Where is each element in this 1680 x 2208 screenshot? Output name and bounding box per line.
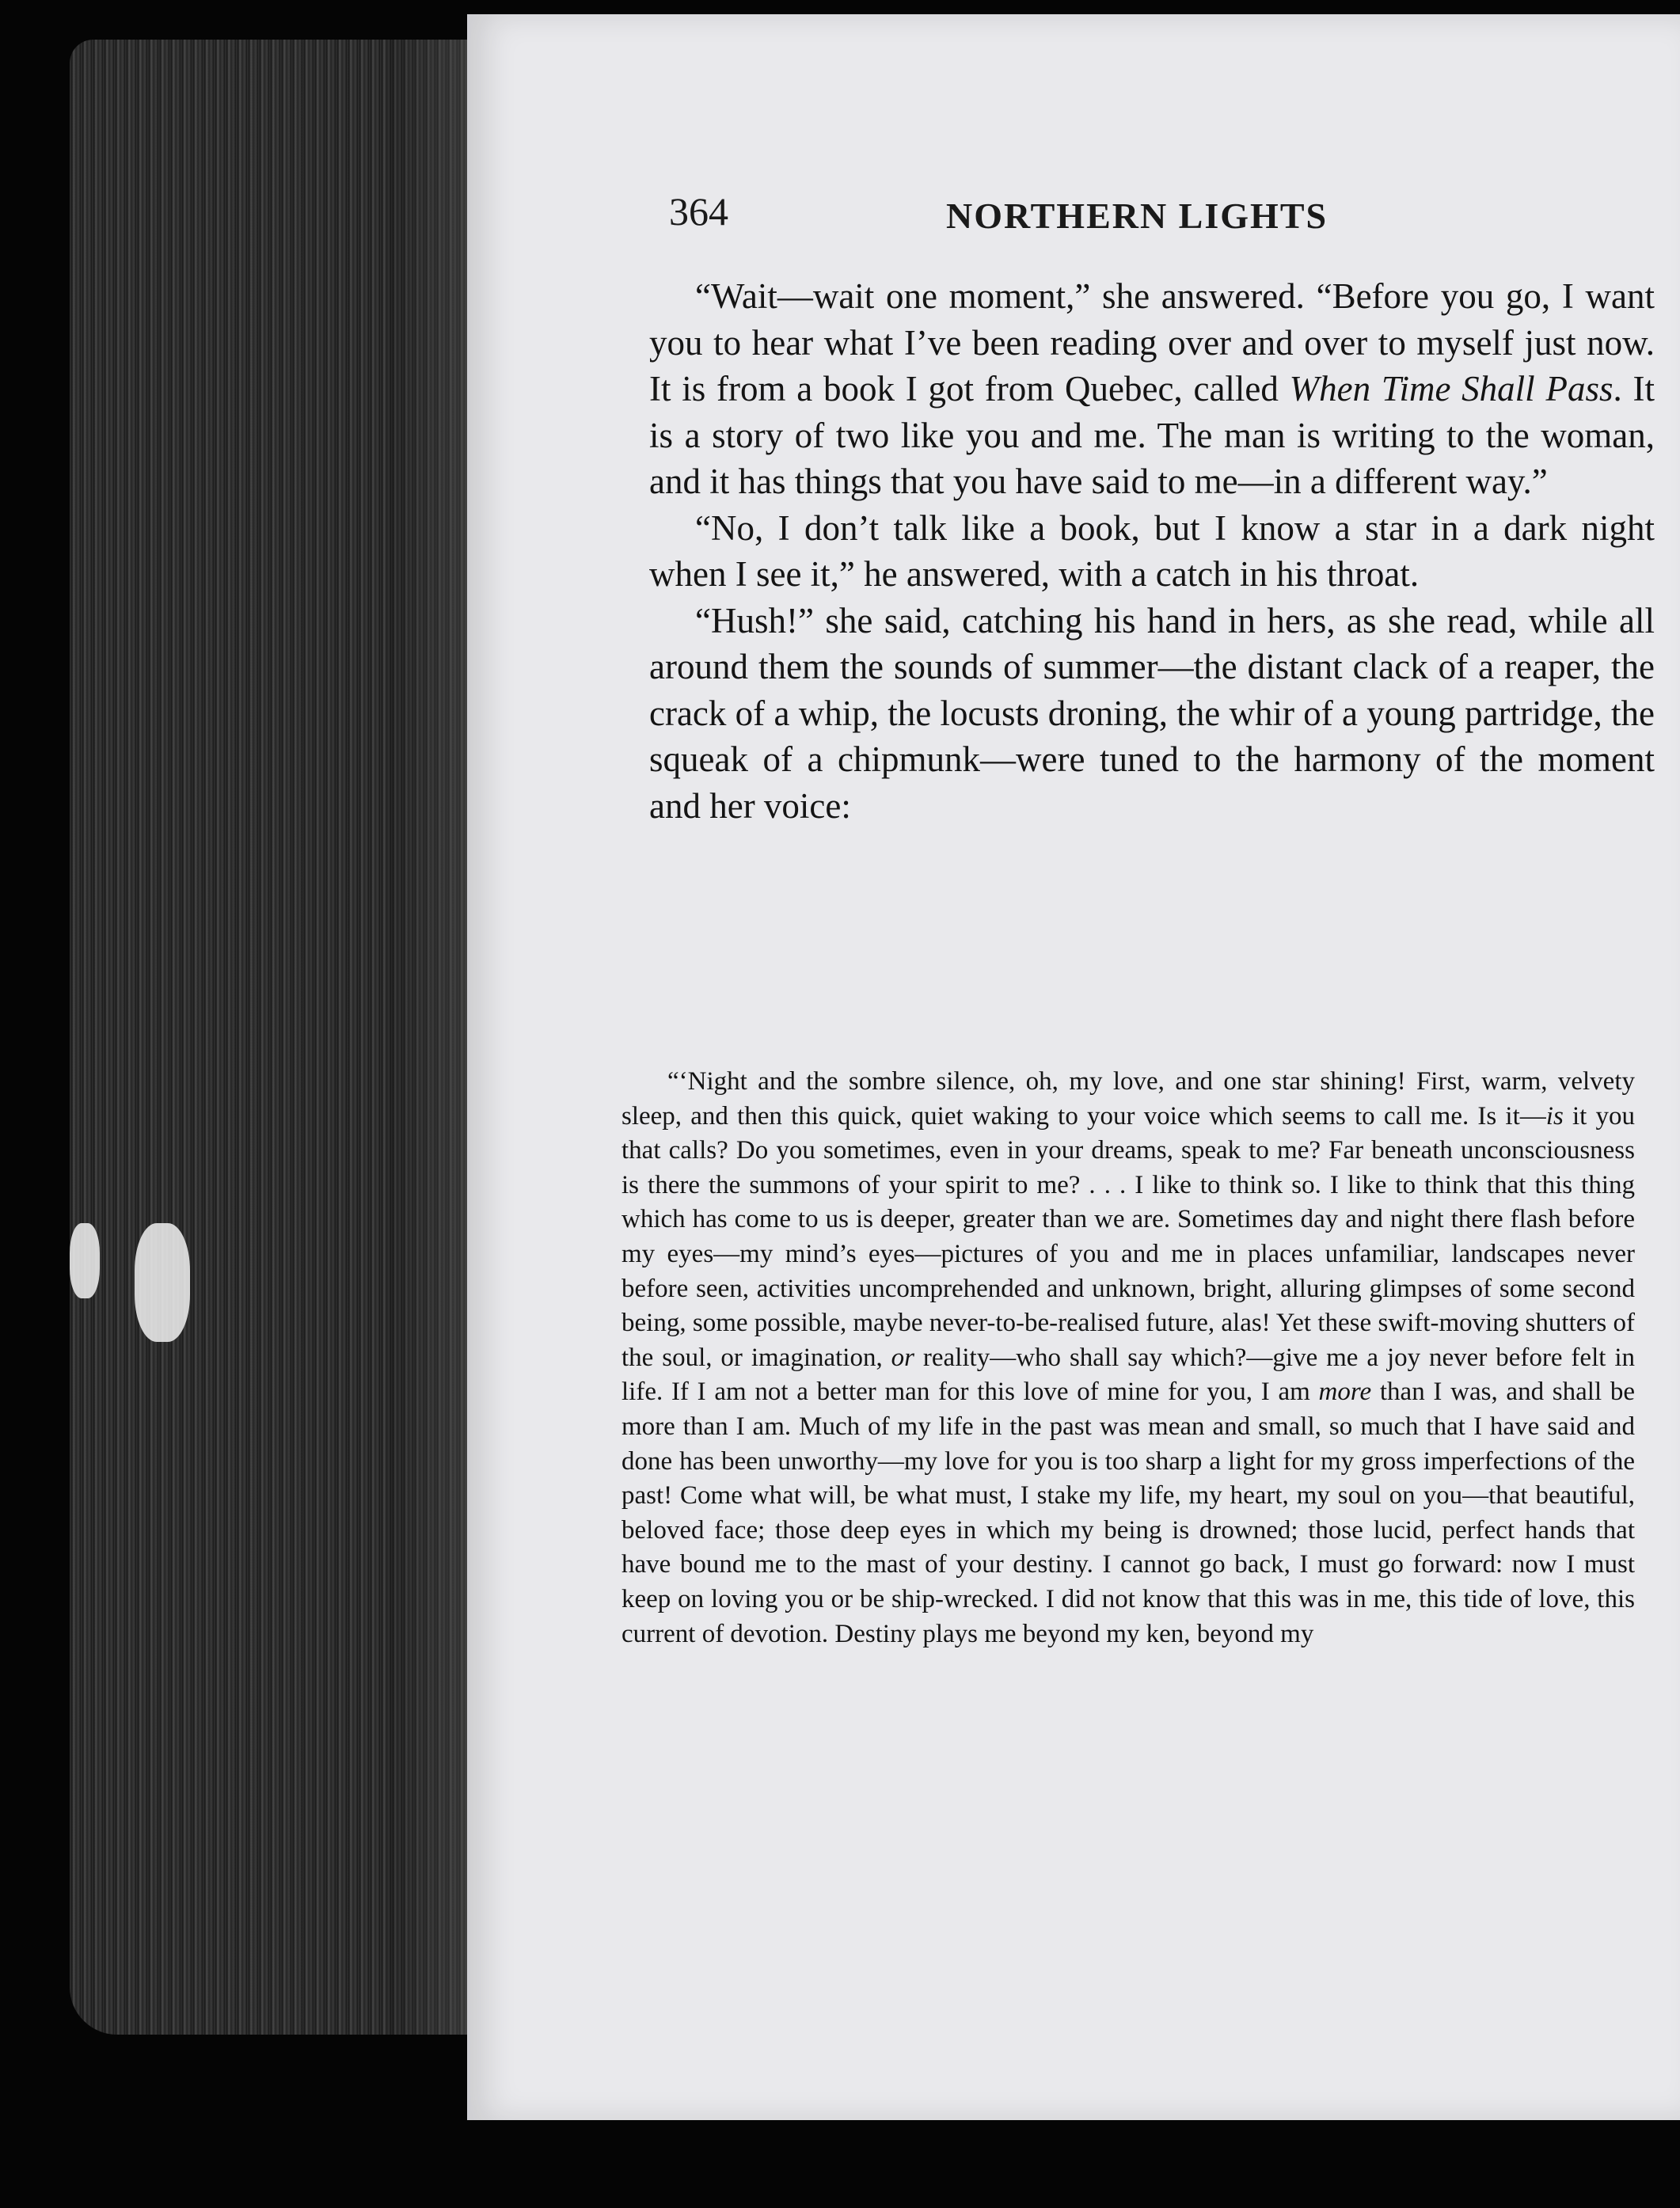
paragraph: “Hush!” she said, catching his hand in hers, as she read, while all around them the sounds of summer—the distant clack of a reaper, the crack of a whip, the locusts droning, the whir of a young partridge, the squeak of a chipmunk—were tuned to the harmony of the moment and her voice:: [649, 600, 1655, 826]
book-title: When Time Shall Pass: [1289, 369, 1613, 409]
running-title: NORTHERN LIGHTS: [946, 196, 1328, 236]
page-header: [669, 188, 1643, 252]
paragraph: “Wait—wait one moment,” she answered. “Before you go, I want you to hear what I’ve been reading over and over to myself just now. It is from a book I got from Quebec, called When Time Shall Pass. It is a story of two like you and me. The man is writing to the woman, and it has things that you have said to me—in a different way.”: [649, 276, 1655, 501]
main-text: [649, 273, 1655, 829]
page-number: 364: [669, 189, 728, 234]
paragraph: “No, I don’t talk like a book, but I know a star in a dark night when I see it,” he answered, with a catch in his throat.: [649, 507, 1655, 594]
book-page-edges: [70, 40, 489, 2035]
quoted-letter: “‘Night and the sombre silence, oh, my love, and one star shining! First, warm, velvety sleep, and then this quick, quiet waking to your voice which seems to call me. Is it—is it you that calls? Do you sometimes, even in your dreams, speak to me? Far beneath unconsciousness is there the summons of your spirit to me? . . . I like to think so. I like to think that this thing which has come to us is deeper, greater than we are. Sometimes day and night there flash before my eyes—my mind’s eyes—pictures of you and me in places unfamiliar, landscapes never before seen, activities uncomprehended and unknown, bright, alluring glimpses of some second being, some possible, maybe never-to-be-realised future, alas! Yet these swift-moving shutters of the soul, or imagination, or reality—who shall say which?—give me a joy never before felt in life. If I am not a better man for this love of mine for you, I am more than I was, and shall be more than I am. Much of my life in the past was mean and small, so much that I have said and done has been unworthy—my love for you is too sharp a light for my gross imperfections of the past! Come what will, be what must, I stake my life, my heart, my soul on you—that beautiful, beloved face; those deep eyes in which my being is drowned; those lucid, perfect hands that have bound me to the mast of your destiny. I cannot go back, I must go forward: now I must keep on loving you or be ship-wrecked. I did not know that this was in me, this tide of love, this current of devotion. Destiny plays me beyond my ken, beyond my: [621, 1067, 1636, 1648]
paper-stain: [70, 1223, 100, 1298]
paper-stain: [135, 1223, 190, 1342]
